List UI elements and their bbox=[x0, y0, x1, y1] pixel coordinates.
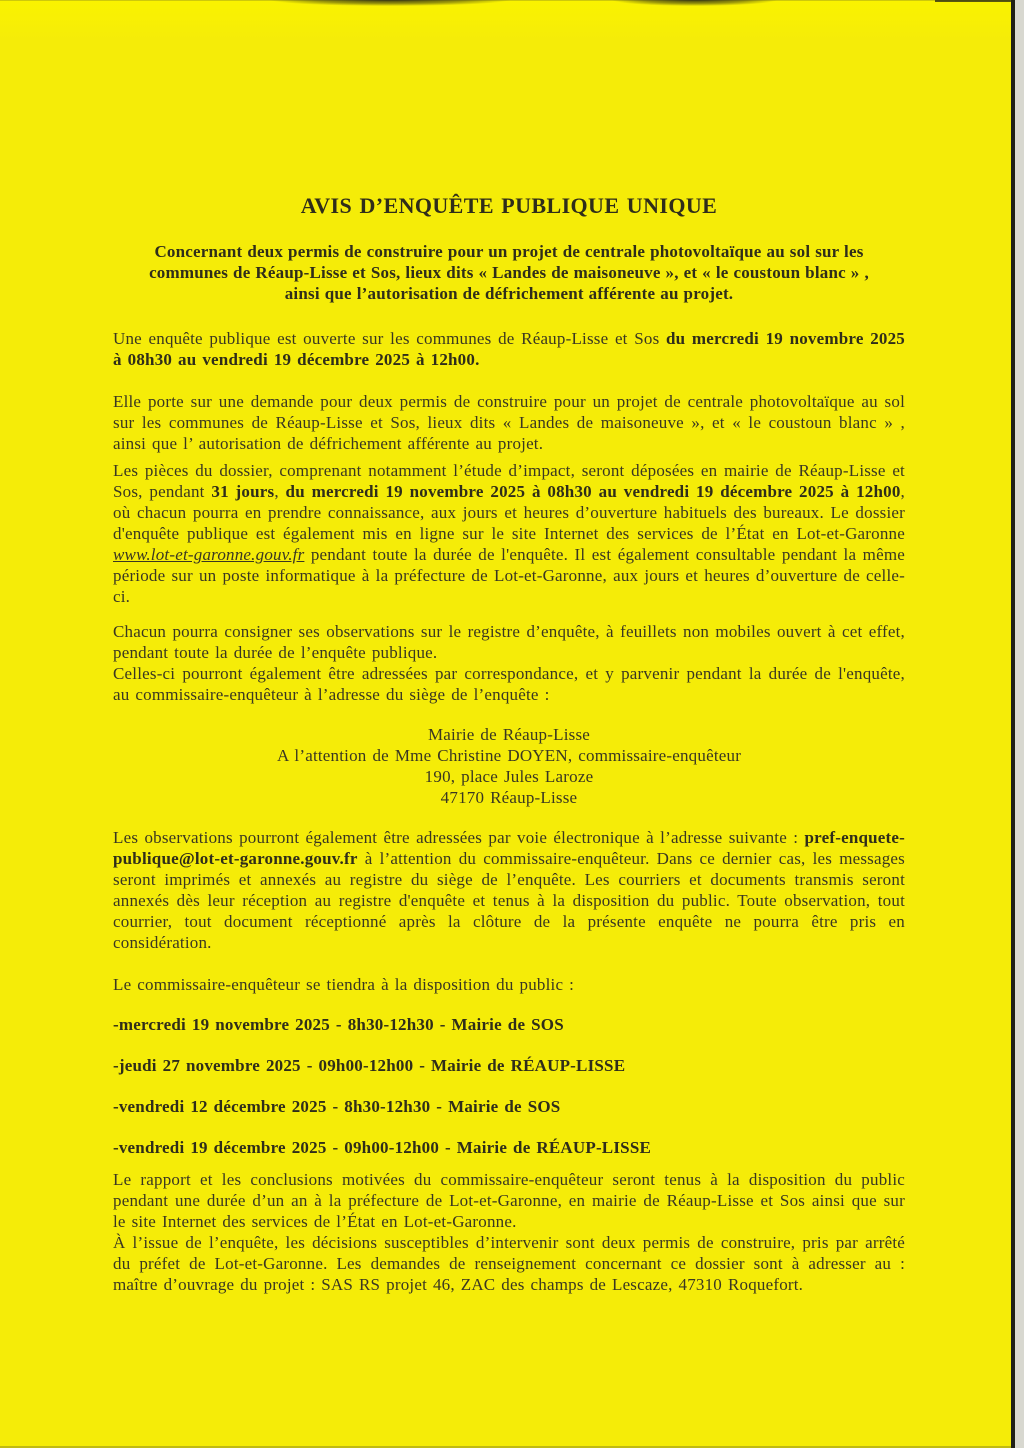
notice-subtitle bbox=[113, 241, 905, 304]
address-line-mairie: Mairie de Réaup-Lisse bbox=[427, 725, 591, 744]
para-register-observations: Chacun pourra consigner ses observations sur le registre d’enquête, à feuillets non mobiles ouvert à cet effet, pendant toute la durée de l’enquête publique. bbox=[113, 622, 905, 662]
dossier-text-3: pendant toute la durée de l'enquête. Il est également consultable pendant la même période sur un poste informatique à la préfecture de Lot-et-Garonne, aux jours et heures d’ouverture de celle-ci. bbox=[113, 545, 905, 606]
inquiry-address-block bbox=[113, 724, 905, 808]
dossier-duration: 31 jours bbox=[211, 482, 275, 501]
address-line-street: 190, place Jules Laroze bbox=[424, 767, 594, 786]
email-text-1: Les observations pourront également être adressées par voie électronique à l’adresse suivante : bbox=[113, 828, 805, 847]
schedule-line-3: -vendredi 12 décembre 2025 - 8h30-12h30 - Mairie de SOS bbox=[113, 1097, 561, 1116]
email-text-2: à l’attention du commissaire-enquêteur. Dans ce dernier cas, les messages seront imprimés et annexés au registre du siège de l’enquête. Les courriers et documents transmis seront annexés dès leur réception au registre d'enquête et tenus à la disposition du public. Toute observation, tout courrier, tout document réceptionné après la clôture de la présente enquête ne pourra être pris en considération. bbox=[113, 849, 905, 952]
inquiry-dates: du mercredi 19 novembre 2025 à 08h30 au vendredi 19 décembre 2025 à 12h00. bbox=[113, 329, 905, 369]
para-availability-intro: Le commissaire-enquêteur se tiendra à la disposition du public : bbox=[113, 975, 575, 994]
dossier-text-2: , où chacun pourra en prendre connaissance, aux jours et heures d’ouverture habituels des bureaux. Le dossier d'enquête publique est également mis en ligne sur le site Internet des services de l’État en Lot-et-Garonne bbox=[113, 482, 905, 543]
address-line-attention: A l’attention de Mme Christine DOYEN, commissaire-enquêteur bbox=[276, 746, 742, 765]
schedule-line-2: -jeudi 27 novembre 2025 - 09h00-12h00 - Mairie de RÉAUP-LISSE bbox=[113, 1056, 626, 1075]
notice-title: AVIS D’ENQUÊTE PUBLIQUE UNIQUE bbox=[300, 193, 718, 218]
dossier-text-1: Les pièces du dossier, comprenant notamment l’étude d’impact, seront déposées en mairie de Réaup-Lisse et Sos, pendant bbox=[113, 461, 905, 501]
para-correspondence: Celles-ci pourront également être adressées par correspondance, et y parvenir pendant la durée de l'enquête, au commissaire-enquêteur à l’adresse du siège de l’enquête : bbox=[113, 664, 905, 704]
para-electronic-observations bbox=[113, 827, 905, 953]
subtitle-line-1: Concernant deux permis de construire pour un projet de centrale photovoltaïque au sol sur les bbox=[154, 242, 864, 261]
para-inquiry-opening bbox=[113, 328, 905, 370]
scanner-background-strip bbox=[1015, 0, 1024, 1448]
schedule-line-1: -mercredi 19 novembre 2025 - 8h30-12h30 - Mairie de SOS bbox=[113, 1015, 564, 1034]
para-inquiry-scope: Elle porte sur une demande pour deux permis de construire pour un projet de centrale photovoltaïque au sol sur les communes de Réaup-Lisse et Sos, lieux dits « Landes de maisoneuve », et « le coustoun blanc » , ainsi que l’ autorisation de défrichement afférente au projet. bbox=[113, 392, 905, 453]
scan-top-right-edge bbox=[935, 0, 1015, 2]
prefecture-website-url: www.lot-et-garonne.gouv.fr bbox=[113, 545, 305, 564]
para-report-availability: Le rapport et les conclusions motivées du commissaire-enquêteur seront tenus à la disposition du public pendant une durée d’un an à la préfecture de Lot-et-Garonne, en mairie de Réaup-Lisse et Sos ainsi que sur le site Internet des services de l’État en Lot-et-Garonne. bbox=[113, 1170, 905, 1231]
address-line-city: 47170 Réaup-Lisse bbox=[440, 788, 578, 807]
notice-body bbox=[113, 193, 905, 1295]
para-decisions-contact: À l’issue de l’enquête, les décisions susceptibles d’intervenir sont deux permis de construire, pris par arrêté du préfet de Lot-et-Garonne. Les demandes de renseignement concernant ce dossier sont à adresser au : maître d’ouvrage du projet : SAS RS projet 46, ZAC des champs de Lescaze, 47310 Roquefort. bbox=[113, 1233, 905, 1294]
opening-text: Une enquête publique est ouverte sur les communes de Réaup-Lisse et Sos bbox=[113, 329, 666, 348]
dossier-sep: , bbox=[274, 482, 286, 501]
para-dossier-consultation bbox=[113, 460, 905, 607]
scan-smudge-right bbox=[612, 0, 777, 6]
subtitle-line-2: communes de Réaup-Lisse et Sos, lieux dits « Landes de maisoneuve », et « le coustoun blanc » , bbox=[149, 263, 869, 282]
scan-smudge-left bbox=[270, 0, 510, 6]
schedule-line-4: -vendredi 19 décembre 2025 - 09h00-12h00 - Mairie de RÉAUP-LISSE bbox=[113, 1138, 652, 1157]
subtitle-line-3: ainsi que l’autorisation de défrichement afférente au projet. bbox=[284, 284, 734, 303]
inquiry-email-address: pref-enquete-publique@lot-et-garonne.gouv.fr bbox=[113, 828, 905, 868]
dossier-dates: du mercredi 19 novembre 2025 à 08h30 au vendredi 19 décembre 2025 à 12h00 bbox=[285, 482, 901, 501]
